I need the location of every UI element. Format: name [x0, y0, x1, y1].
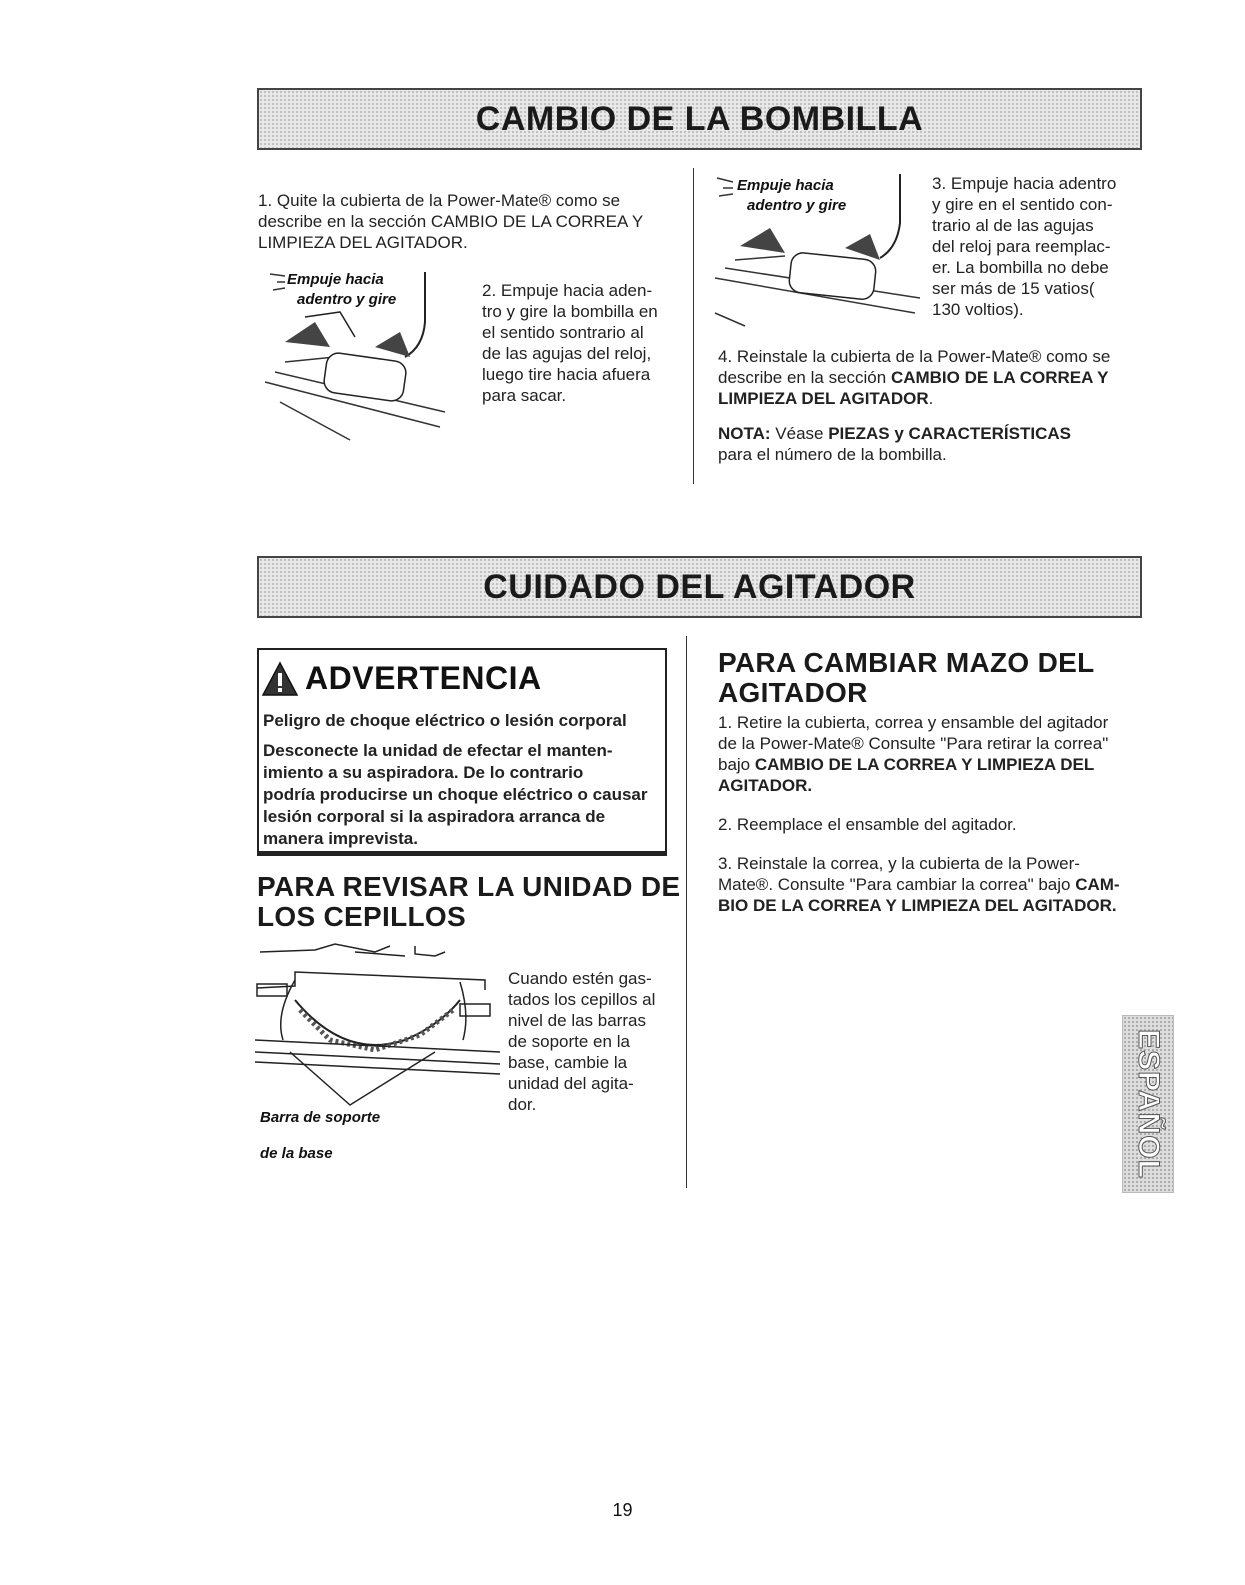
bulb-step-2-line: tro y gire la bombilla en [482, 302, 658, 321]
mazo-step-1-line [718, 775, 1108, 796]
page-number: 19 [612, 1500, 633, 1520]
mazo-step-1-line: 1. Retire la cubierta, correa y ensamble del agitador [718, 713, 1109, 732]
bulb-illustration-left [255, 262, 470, 442]
column-divider-bottom [686, 636, 687, 1188]
brushes-text-line: tados los cepillos al [508, 990, 656, 1009]
illustration-label-line: Empuje hacia [287, 271, 384, 288]
section-banner-agitator [257, 556, 1142, 618]
warning-header [261, 660, 542, 697]
illustration-label-line: adentro y gire [297, 291, 397, 308]
illustration-label-line: adentro y gire [747, 197, 847, 214]
bulb-step-4-line [718, 367, 1110, 388]
note-label: NOTA: [718, 424, 771, 443]
mazo-step-3-line: 3. Reinstale la correa, y la cubierta de la Power- [718, 854, 1080, 873]
warning-line: Peligro de choque eléctrico o lesión corporal [263, 711, 627, 730]
column-divider-top [693, 168, 694, 484]
warning-triangle-icon [261, 661, 299, 697]
mazo-step-1-ref: AGITADOR. [718, 776, 813, 795]
bulb-step-2 [482, 280, 658, 406]
illustration-label-line: Empuje hacia [737, 177, 834, 194]
bulb-step-1-line: describe en la sección CAMBIO DE LA CORREA Y [258, 212, 644, 231]
bulb-step-1-line: 1. Quite la cubierta de la Power-Mate® como se [258, 191, 621, 210]
language-tab [1122, 1015, 1174, 1193]
mazo-step-2: 2. Reemplace el ensamble del agitador. [718, 815, 1017, 834]
brushes-text-line: dor. [508, 1095, 537, 1114]
section-title-agitator: CUIDADO DEL AGITADOR [483, 567, 916, 606]
mazo-heading-line: AGITADOR [718, 677, 868, 708]
bulb-step-2-line: de las agujas del reloj, [482, 344, 652, 363]
brush-illustration [255, 940, 505, 1130]
support-bar-caption [260, 1109, 380, 1126]
bulb-step-2-line: el sentido sontrario al [482, 323, 644, 342]
warning-line: manera imprevista. [263, 829, 418, 848]
mazo-step-3-text: Mate®. Consulte "Para cambiar la correa" bajo [718, 875, 1076, 894]
bulb-step-3-line: del reloj para reemplac- [932, 237, 1111, 256]
brushes-text-line: Cuando estén gas- [508, 969, 652, 988]
warning-line: podría producirse un choque eléctrico o causar [263, 785, 648, 804]
support-bar-caption-line2: de la base [260, 1145, 333, 1162]
note-ref: PIEZAS y CARACTERÍSTICAS [828, 424, 1071, 443]
note-text: Véase [770, 424, 829, 443]
brushes-text-line: base, cambie la [508, 1053, 628, 1072]
mazo-step-1-line [718, 754, 1108, 775]
section-title-bulb: CAMBIO DE LA BOMBILLA [475, 99, 924, 138]
bulb-step-2-line: luego tire hacia afuera [482, 365, 651, 384]
mazo-step-1-text: bajo [718, 755, 755, 774]
brushes-heading-line: LOS CEPILLOS [257, 901, 466, 932]
bulb-step-3-line: er. La bombilla no debe [932, 258, 1109, 277]
brushes-text-line: unidad del agita- [508, 1074, 634, 1093]
bulb-step-1 [258, 190, 643, 253]
bulb-note-line: para el número de la bombilla. [718, 445, 947, 464]
mazo-step-3 [718, 853, 1120, 916]
bulb-step-3 [932, 173, 1116, 320]
bulb-step-4-text: describe en la sección [718, 368, 891, 387]
bulb-step-4-line [718, 388, 1110, 409]
caption-line: Barra de soporte [260, 1109, 381, 1126]
mazo-step-3-ref: CAM- [1075, 875, 1120, 894]
language-tab-label: ESPAÑOL [1132, 1029, 1166, 1179]
warning-line: imiento a su aspiradora. De lo contrario [263, 763, 584, 782]
brushes-text-line: nivel de las barras [508, 1011, 646, 1030]
warning-line: Desconecte la unidad de efectar el manten- [263, 741, 613, 760]
bulb-step-2-line: para sacar. [482, 386, 567, 405]
mazo-step-3-ref: BIO DE LA CORREA Y LIMPIEZA DEL AGITADOR. [718, 896, 1117, 915]
mazo-step-3-line [718, 874, 1120, 895]
push-twist-label [287, 271, 396, 308]
bulb-step-3-line: 130 voltios). [932, 300, 1024, 319]
mazo-heading-line: PARA CAMBIAR MAZO DEL [718, 647, 1095, 678]
bulb-step-3-line: y gire en el sentido con- [932, 195, 1113, 214]
bulb-step-4-text: . [928, 389, 934, 408]
bulb-note [718, 423, 1071, 465]
brushes-heading-line: PARA REVISAR LA UNIDAD DE [257, 871, 681, 902]
mazo-step-1-ref: CAMBIO DE LA CORREA Y LIMPIEZA DEL [754, 755, 1095, 774]
bulb-step-3-line: trario al de las agujas [932, 216, 1094, 235]
warning-line: lesión corporal si la aspiradora arranca de [263, 807, 606, 826]
section-banner-bulb [257, 88, 1142, 150]
bulb-step-4 [718, 346, 1110, 409]
bulb-step-2-line: 2. Empuje hacia aden- [482, 281, 653, 300]
bulb-step-3-line: 3. Empuje hacia adentro [932, 174, 1117, 193]
bulb-step-4-ref: LIMPIEZA DEL AGITADOR [718, 389, 929, 408]
bulb-step-4-ref: CAMBIO DE LA CORREA Y [890, 368, 1109, 387]
bulb-illustration-right [705, 168, 930, 333]
bulb-note-line [718, 423, 1071, 444]
warning-box [257, 648, 667, 856]
mazo-step-3-line [718, 895, 1120, 916]
brushes-text [508, 968, 655, 1115]
bulb-step-3-line: ser más de 15 vatios( [932, 279, 1095, 298]
warning-title: ADVERTENCIA [305, 660, 542, 696]
push-twist-label [737, 177, 846, 214]
brushes-heading [257, 872, 680, 932]
mazo-step-1-line: de la Power-Mate® Consulte "Para retirar la correa" [718, 734, 1109, 753]
bulb-step-4-line: 4. Reinstale la cubierta de la Power-Mate® como se [718, 347, 1111, 366]
bulb-step-1-line: LIMPIEZA DEL AGITADOR. [258, 233, 468, 252]
mazo-step-1 [718, 712, 1108, 796]
brushes-text-line: de soporte en la [508, 1032, 630, 1051]
mazo-heading [718, 648, 1095, 708]
